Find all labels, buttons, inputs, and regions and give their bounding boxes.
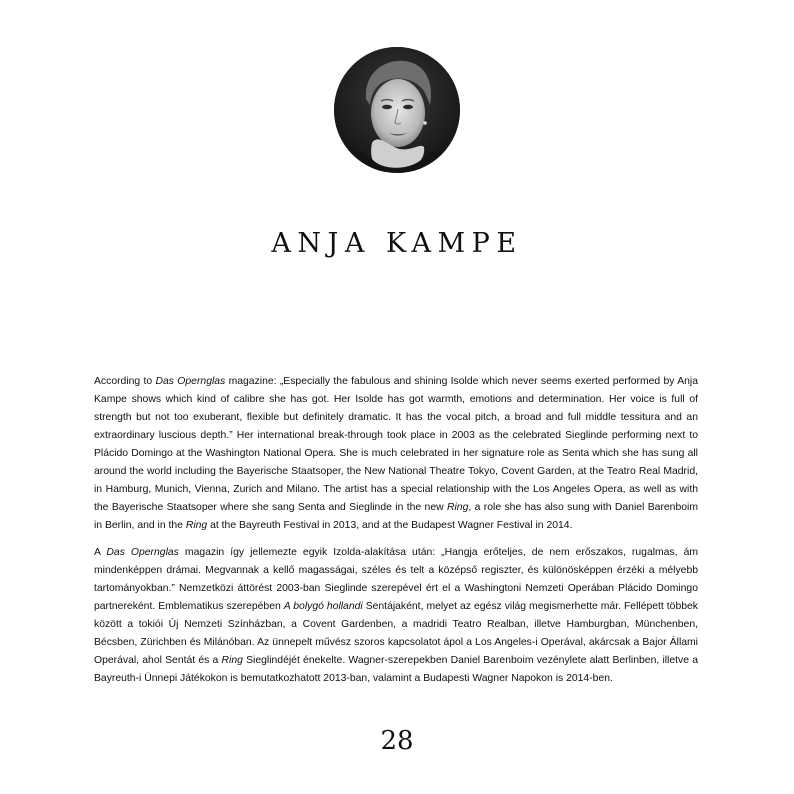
artist-name: ANJA KAMPE [271, 228, 523, 259]
page-number: 28 [380, 726, 414, 756]
artist-portrait [334, 47, 460, 173]
text-run: magazin így jellemezte egyik Izolda-alakítása után: „Hangja erőteljes, de nem erőszakos, rugalmas, ám mindenképpen drámai. Megvannak a kellő magasságai, széles és telt a középső regiszter, és különösképpen érzéki a mélyebb tartományokban.” Nemzetközi áttörést 2003-ban Sieglinde szerepével ért el a Washingtoni Nemzeti Operában Plácido Domingo partnereként. Emblematikus szerepében [94, 547, 699, 612]
italic-title: Das Opernglas [106, 547, 179, 558]
biography-english [94, 373, 698, 535]
text-run: According to [94, 376, 156, 387]
italic-title: Ring [185, 520, 208, 531]
text-run: , a role she has also sung with Daniel Barenboim in Berlin, and in the [94, 502, 698, 531]
text-run: Sentájaként, melyet az egész világ megismerhette már. Fellépett többek között a tokiói Új Nemzeti Színházban, a Covent Gardenben, a madridi Teatro Realban, illetve Hamburgban, Münchenben, Bécsben, Zürichben és Milánóban. Az ünnepelt művész szoros kapcsolatot ápol a Los Angeles-i Operával, akárcsak a Bajor Állami Operával, ahol Sentát és a [94, 601, 698, 666]
portrait-image [334, 47, 460, 173]
italic-title: Das Opernglas [155, 376, 226, 387]
text-run: Sieglindéjét énekelte. Wagner-szerepekben Daniel Barenboim vezénylete alatt Berlinben, illetve a Bayreuth-i Ünnepi Játékokon is bemutatkozhatott 2013-ban, valamint a Budapesti Wagner Napokon is 2014-ben. [94, 655, 698, 684]
text-run: magazine: „Especially the fabulous and shining Isolde which never seems exerted performed by Anja Kampe shows which kind of calibre she has got. Her Isolde has got warmth, emotions and determination. Her voice is full of strength but not too exuberant, flexible but definitely dramatic. It has the vocal pitch, a broad and full middle tessitura and an extraordinary luscious depth.” Her international break-through took place in 2003 as the celebrated Sieglinde performing next to Plácido Domingo at the Washington National Opera. She is much celebrated in her signature role as Senta which she has sung all around the world including the Bayerische Staatsoper, the New National Theatre Tokyo, Covent Garden, at the Teatro Real Madrid, in Hamburg, Munich, Vienna, Zurich and Milano. The artist has a special relationship with the Los Angeles Opera, as well as with the Bayerische Staatsoper where she sang Senta and Sieglinde in the new [94, 376, 698, 513]
biography-hungarian [94, 544, 698, 688]
italic-title: Ring [221, 655, 243, 666]
italic-title: A bolygó hollandi [283, 601, 363, 612]
text-run: at the Bayreuth Festival in 2013, and at the Budapest Wagner Festival in 2014. [207, 520, 573, 531]
italic-title: Ring [446, 502, 469, 513]
text-run: A [94, 547, 107, 558]
